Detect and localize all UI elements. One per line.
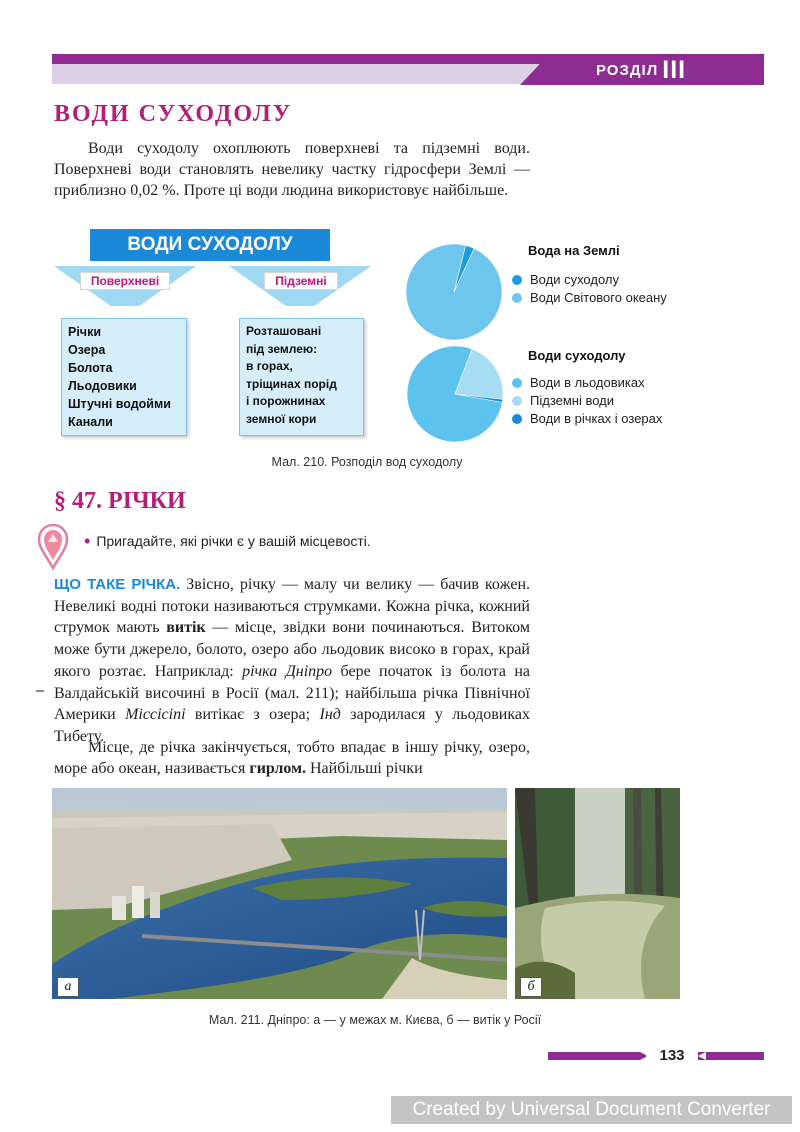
- legend-dot: [512, 414, 522, 424]
- text-run: Звісно, річку — малу чи велику — бачив кожен. Невеликі водні потоки називаються струмками. Кожна річка, кожний струмок мають: [54, 576, 531, 637]
- text-run: бере початок із болота на Валдайській височині в Росії (мал. 211); найбільша річка Північної Америки: [54, 662, 530, 724]
- location-pin-icon: [36, 522, 70, 570]
- surface-label: Поверхневі: [80, 272, 170, 290]
- photo-tag-b: б: [520, 977, 542, 997]
- figure-caption-211: Мал. 211. Дніпро: а — у межах м. Києва, б — витік у Росії: [208, 1013, 542, 1027]
- figure-caption-210: Мал. 210. Розподіл вод суходолу: [271, 455, 463, 469]
- legend-earth-water: [512, 271, 682, 307]
- paragraph-title: § 47. РІЧКИ: [54, 488, 186, 514]
- recall-text: Пригадайте, які річки є у вашій місцевості.: [96, 533, 371, 549]
- pie-land-title: Води суходолу: [528, 348, 626, 363]
- text-run: — місце, звідки вони починаються. Витоком може бути джерело, болото, озеро або льодовик високо в горах, край якого розтає. Наприклад:: [54, 619, 530, 680]
- underground-line: і порожнинах: [246, 394, 326, 408]
- surface-item: Штучні водойми: [68, 397, 171, 411]
- legend-label: Води суходолу: [530, 272, 619, 287]
- term-vytik: витік: [166, 619, 206, 637]
- text-run: зародилася у льодовиках Тибету.: [54, 706, 531, 745]
- text-run: Найбільші річки: [305, 760, 423, 777]
- surface-item: Канали: [68, 415, 113, 429]
- legend-item: [512, 289, 682, 307]
- legend-dot: [512, 378, 522, 388]
- legend-land-water: [512, 374, 702, 428]
- underground-waters-box: [239, 318, 364, 436]
- example-indus: Інд: [319, 706, 341, 724]
- pie-land-water: [405, 344, 505, 444]
- photo-dnipro-kyiv: [52, 788, 507, 999]
- body-paragraph-2: [54, 737, 530, 779]
- example-dnipro: річка Дніпро: [242, 662, 333, 680]
- margin-mark: [36, 690, 44, 692]
- underground-line: в горах,: [246, 359, 293, 373]
- pie-earth-title: Вода на Землі: [528, 243, 620, 258]
- surface-item: Болота: [68, 361, 113, 375]
- underground-line: земної кори: [246, 411, 317, 426]
- legend-dot: [512, 293, 522, 303]
- surface-waters-box: [61, 318, 187, 436]
- lead-heading: ЩО ТАКЕ РІЧКА.: [54, 576, 181, 593]
- legend-label: Води в льодовиках: [530, 375, 645, 390]
- surface-item: Озера: [68, 343, 106, 357]
- page-title: ВОДИ СУХОДОЛУ: [54, 101, 293, 127]
- legend-dot: [512, 396, 522, 406]
- underground-line: під землею:: [246, 341, 318, 356]
- underground-line: тріщинах порід: [246, 376, 337, 391]
- legend-item: [512, 271, 682, 289]
- text-run: витікає з озера;: [185, 706, 320, 724]
- pie-slice-води-світового-океану: [406, 244, 502, 340]
- legend-item: [512, 410, 702, 428]
- intro-paragraph: Води суходолу охоплюють поверхневі та підземні води. Поверхневі води становлять невелику частку гідросфери Землі — приблизно 0,02 %. Проте ці води людина використовує найбільше.: [54, 140, 530, 199]
- surface-item: Льодовики: [68, 379, 137, 393]
- bullet-icon: •: [84, 531, 91, 551]
- body-paragraph-1: [54, 574, 530, 748]
- legend-label: Води Світового океану: [530, 290, 667, 305]
- section-number: III: [662, 56, 687, 84]
- section-word: РОЗДІЛ: [596, 62, 659, 79]
- surface-item: Річки: [68, 325, 102, 339]
- section-label: [596, 56, 686, 85]
- legend-label: Підземні води: [530, 393, 615, 408]
- legend-item: [512, 392, 702, 410]
- page-number: 133: [646, 1046, 698, 1066]
- diagram-title: ВОДИ СУХОДОЛУ: [90, 229, 330, 261]
- example-mississippi: Міссісіпі: [125, 706, 186, 724]
- text-run: Місце, де річка закінчується, тобто впадає в іншу річку, озеро, море або океан, називається: [54, 739, 530, 777]
- term-hyrlo: гирлом.: [249, 760, 306, 777]
- pie-earth-water: [404, 242, 504, 342]
- legend-dot: [512, 275, 522, 285]
- photo-tag-a: а: [57, 977, 79, 997]
- underground-label: Підземні: [264, 272, 338, 290]
- legend-label: Води в річках і озерах: [530, 411, 663, 426]
- underground-line: Розташовані: [246, 324, 322, 338]
- photo-dnipro-source: [515, 788, 680, 999]
- legend-item: [512, 374, 702, 392]
- watermark: Created by Universal Document Converter: [391, 1096, 792, 1124]
- recall-prompt: [84, 531, 371, 552]
